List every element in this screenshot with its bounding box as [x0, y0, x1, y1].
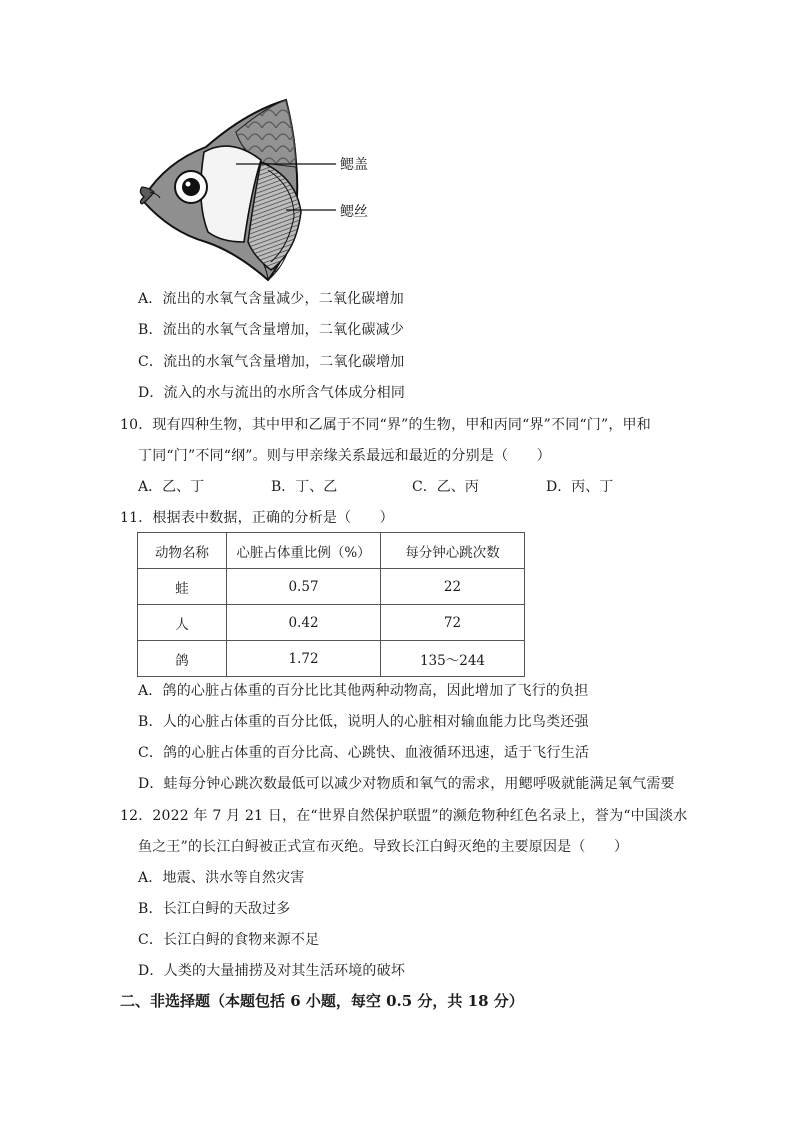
- q11-option-a: A．鸽的心脏占体重的百分比比其他两种动物高，因此增加了飞行的负担: [138, 683, 589, 699]
- q12-stem-line2: 鱼之王”的长江白鲟被正式宣布灭绝。导致长江白鲟灭绝的主要原因是（ ）: [138, 839, 629, 855]
- table-header: 动物名称: [138, 533, 227, 569]
- q10-option-d: D．丙、丁: [546, 479, 614, 495]
- label-gill-filaments: 鳃丝: [340, 204, 368, 220]
- table-header: 心脏占体重比例（%）: [227, 533, 381, 569]
- q12-option-a: A．地震、洪水等自然灾害: [138, 870, 305, 886]
- table-cell: 72: [381, 605, 525, 641]
- q10-option-c: C．乙、丙: [412, 479, 479, 495]
- q10-option-b: B．丁、乙: [271, 479, 338, 495]
- q11-stem: 11．根据表中数据，正确的分析是（ ）: [120, 510, 394, 526]
- table-cell: 1.72: [227, 641, 381, 677]
- table-cell: 135～244: [381, 641, 525, 677]
- q9-option-c: C．流出的水氧气含量增加，二氧化碳增加: [138, 354, 405, 370]
- q9-option-a: A．流出的水氧气含量减少，二氧化碳增加: [138, 291, 404, 307]
- q12-option-b: B．长江白鲟的天敌过多: [138, 901, 291, 917]
- table-cell: 鸽: [138, 641, 227, 677]
- q12-option-d: D．人类的大量捕捞及对其生活环境的破坏: [138, 963, 406, 979]
- table-cell: 人: [138, 605, 227, 641]
- table-row: [138, 569, 525, 605]
- table-row: [138, 605, 525, 641]
- q12-option-c: C．长江白鲟的食物来源不足: [138, 932, 320, 948]
- table-cell: 0.57: [227, 569, 381, 605]
- q10-stem-line2: 丁同“门”不同“纲”。则与甲亲缘关系最远和最近的分别是（ ）: [138, 448, 551, 464]
- q11-option-d: D．蛙每分钟心跳次数最低可以减少对物质和氧气的需求，用鳃呼吸就能满足氧气需要: [138, 776, 675, 792]
- table-header: 每分钟心跳次数: [381, 533, 525, 569]
- table-cell: 0.42: [227, 605, 381, 641]
- q9-option-b: B．流出的水氧气含量增加，二氧化碳减少: [138, 322, 405, 338]
- section-heading: 二、非选择题（本题包括 6 小题，每空 0.5 分，共 18 分）: [120, 992, 524, 1010]
- label-gill-cover: 鳃盖: [340, 157, 368, 173]
- fish-gill-illustration: [136, 92, 376, 282]
- q9-option-d: D．流入的水与流出的水所含气体成分相同: [138, 385, 406, 401]
- table-cell: 蛙: [138, 569, 227, 605]
- heart-data-table: [137, 532, 525, 677]
- q11-option-b: B．人的心脏占体重的百分比低，说明人的心脏相对输血能力比鸟类还强: [138, 714, 589, 730]
- table-cell: 22: [381, 569, 525, 605]
- q11-option-c: C．鸽的心脏占体重的百分比高、心跳快、血液循环迅速，适于飞行生活: [138, 745, 590, 761]
- q10-options: [138, 477, 698, 497]
- table-row: [138, 641, 525, 677]
- q10-stem-line1: 10．现有四种生物，其中甲和乙属于不同“界”的生物，甲和丙同“界”不同“门”，甲和: [120, 417, 651, 433]
- q12-stem-line1: 12．2022 年 7 月 21 日，在“世界自然保护联盟”的濒危物种红色名录上，誉为“中国淡水: [120, 808, 688, 824]
- q10-option-a: A．乙、丁: [138, 479, 205, 495]
- table-header-row: [138, 533, 525, 569]
